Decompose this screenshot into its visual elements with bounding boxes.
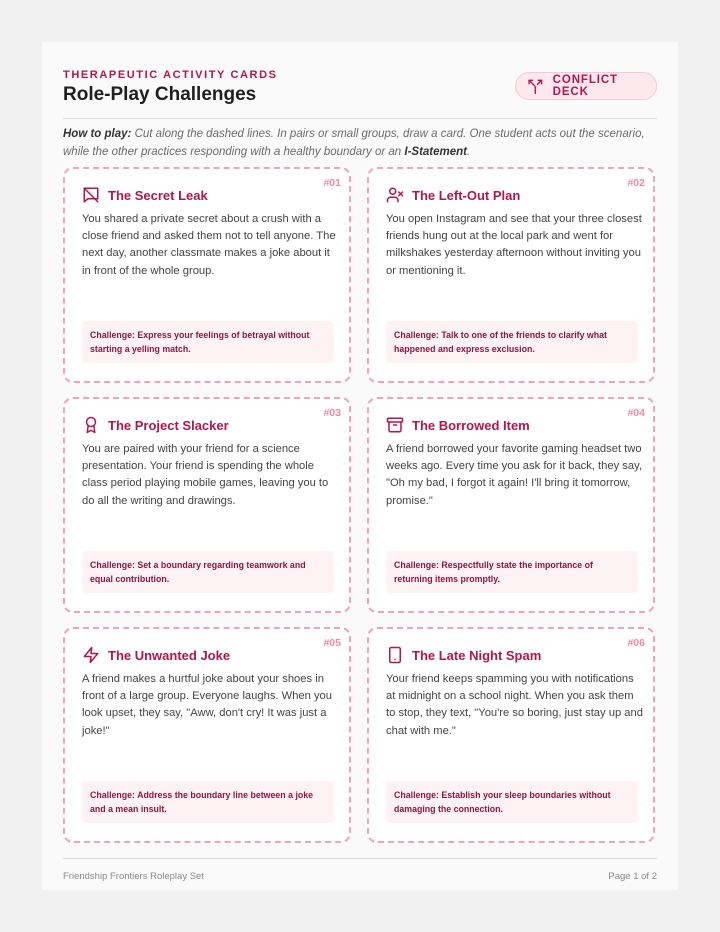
scenario-card [367,167,655,383]
smartphone-icon [386,646,404,664]
card-scenario: A friend borrowed your favorite gaming headset two weeks ago. Every time you ask for it back, they say, "Oh my bad, I forgot it again! I'll bring it tomorrow, promise." [386,443,642,507]
scenario-card [63,627,351,843]
page-number: Page 1 of 2 [608,871,657,882]
activity-sheet [42,42,678,890]
archive-icon [386,416,404,434]
scenario-card [63,167,351,383]
card-scenario: A friend makes a hurtful joke about your shoes in front of a large group. Everyone laughs. When you look upset, they say, "Aww, don't cry! It was just a joke!" [82,673,333,737]
zap-icon [82,646,100,664]
instructions [63,125,663,161]
footer-set-name: Friendship Frontiers Roleplay Set [63,871,204,882]
instructions-end: . [467,146,471,158]
card-title: The Unwanted Joke [108,648,231,663]
card-scenario: You shared a private secret about a crush with a close friend and asked them not to tell anyone. The next day, another classmate makes a joke about it in front of the whole group. [82,213,336,277]
card-scenario: You open Instagram and see that your three closest friends hung out at the local park and went for milkshakes yesterday afternoon without inviting you or mentioning it. [386,213,642,277]
header-divider [63,118,657,119]
card-title: The Left-Out Plan [412,188,521,203]
instructions-text: Cut along the dashed lines. In pairs or small groups, draw a card. One student acts out the scenario, while the other practices responding with a healthy boundary or an [63,128,645,158]
card-number: #02 [627,177,645,189]
card-challenge: Challenge: Talk to one of the friends to clarify what happened and express exclusion. [386,321,638,363]
card-challenge: Challenge: Express your feelings of betrayal without starting a yelling match. [82,321,334,363]
card-number: #06 [627,637,645,649]
card-number: #03 [323,407,341,419]
scenario-card [367,627,655,843]
split-arrows-icon [527,78,544,95]
card-number: #05 [323,637,341,649]
card-number: #01 [323,177,341,189]
card-number: #04 [627,407,645,419]
card-title: The Late Night Spam [412,648,542,663]
footer-divider [63,858,657,859]
card-challenge: Challenge: Address the boundary line between a joke and a mean insult. [82,781,334,823]
scenario-card [367,397,655,613]
award-icon [82,416,100,434]
sheet-eyebrow: THERAPEUTIC ACTIVITY CARDS [63,69,278,81]
card-title: The Secret Leak [108,188,208,203]
card-title: The Project Slacker [108,418,229,433]
message-off-icon [82,186,100,204]
page-title: Role-Play Challenges [63,84,257,105]
card-title: The Borrowed Item [412,418,530,433]
user-x-icon [386,186,404,204]
instructions-emphasis: I-Statement [404,146,467,158]
card-challenge: Challenge: Establish your sleep boundaries without damaging the connection. [386,781,638,823]
card-challenge: Challenge: Respectfully state the importance of returning items promptly. [386,551,638,593]
instructions-lead: How to play: [63,128,132,140]
card-scenario: You are paired with your friend for a science presentation. Your friend is spending the whole class period playing mobile games, leaving you to do all the writing and drawings. [82,443,329,507]
card-scenario: Your friend keeps spamming you with notifications at midnight on a school night. When you ask them to stop, they text, "You're so boring, just stay up and chat with me." [386,673,643,737]
deck-label: CONFLICT DECK [552,74,618,98]
scenario-card [63,397,351,613]
conflict-deck-badge [515,72,657,100]
card-challenge: Challenge: Set a boundary regarding teamwork and equal contribution. [82,551,334,593]
